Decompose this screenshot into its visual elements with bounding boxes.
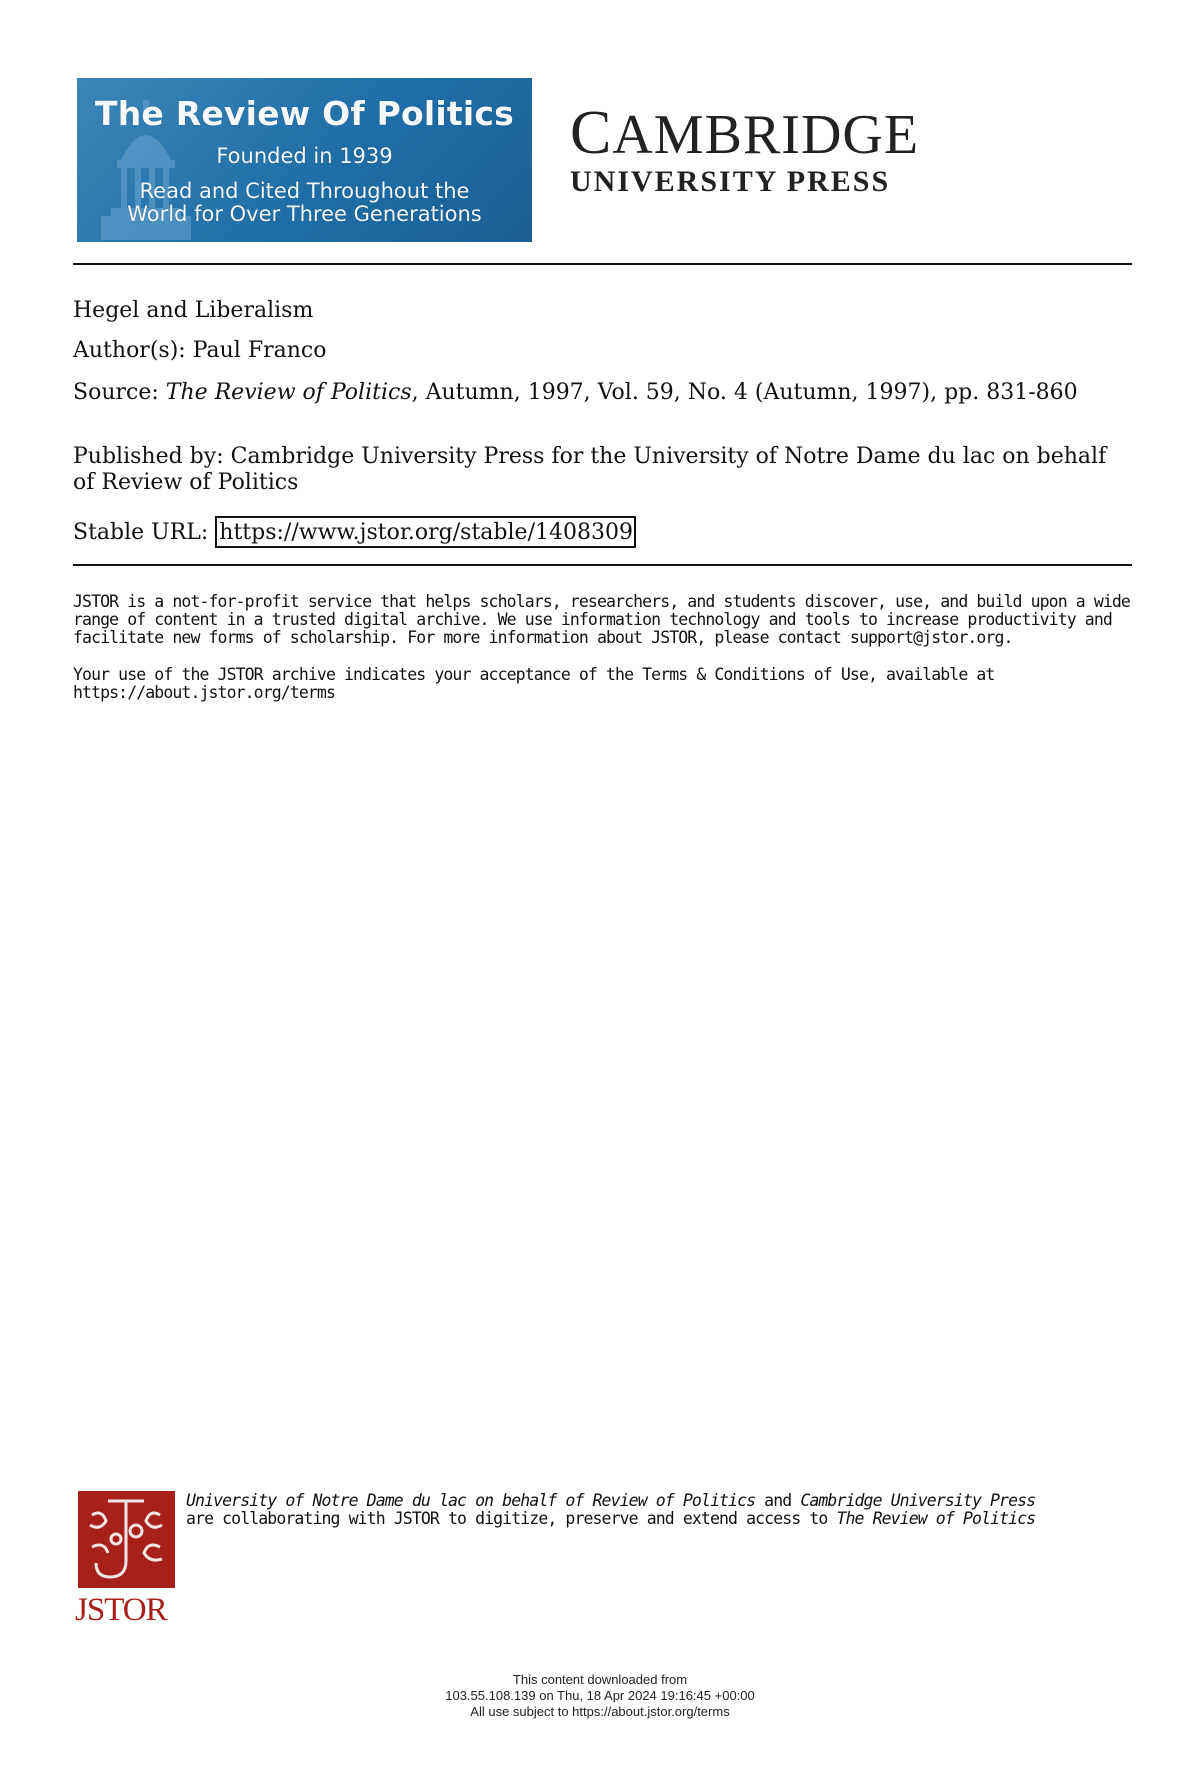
- stable-url-label: Stable URL:: [73, 520, 209, 545]
- collaboration-statement: [186, 1492, 1036, 1528]
- source-journal: The Review of Politics: [165, 380, 412, 405]
- footer-line-2: 103.55.108.139 on Thu, 18 Apr 2024 19:16:45 +00:00: [445, 1688, 755, 1703]
- authors-label: Author(s):: [73, 338, 186, 363]
- stable-url-link[interactable]: https://www.jstor.org/stable/1408309: [215, 516, 636, 548]
- banner-tagline-1: Read and Cited Throughout the: [139, 179, 470, 203]
- collab-journal: The Review of Politics: [836, 1509, 1036, 1528]
- authors-value: Paul Franco: [192, 338, 327, 363]
- published-label: Published by:: [73, 444, 224, 469]
- collab-partner-1: University of Notre Dame du lac on behalf of Review of Politics: [186, 1491, 756, 1510]
- article-title: Hegel and Liberalism: [73, 298, 314, 323]
- footer-line-3: All use subject to https://about.jstor.org/terms: [470, 1704, 730, 1719]
- publisher-logo-line-2: UNIVERSITY PRESS: [570, 165, 891, 198]
- banner-title: The Review Of Politics: [95, 94, 514, 133]
- publisher-logo-line-1: CAMBRIDGE: [570, 99, 920, 167]
- collab-partner-2: Cambridge University Press: [800, 1491, 1036, 1510]
- banner-founded: Founded in 1939: [216, 144, 393, 168]
- top-divider: [73, 263, 1132, 265]
- article-source: [73, 380, 1133, 406]
- article-publisher: [73, 444, 1133, 496]
- article-stable-url: [73, 516, 1133, 548]
- published-value: Cambridge University Press for the University of Notre Dame du lac on behalf of Review of Politics: [73, 444, 1107, 495]
- collab-middle: are collaborating with JSTOR to digitize, preserve and extend access to: [186, 1509, 837, 1528]
- download-footer: [300, 1672, 900, 1720]
- terms-notice: Your use of the JSTOR archive indicates your acceptance of the Terms & Conditions of Use, available at https://about.jstor.org/terms: [73, 665, 995, 702]
- jstor-logo: [75, 1491, 178, 1631]
- banner-tagline-2: World for Over Three Generations: [127, 202, 482, 226]
- footer-line-1: This content downloaded from: [512, 1672, 688, 1687]
- collab-and: and: [755, 1491, 801, 1510]
- source-details: , Autumn, 1997, Vol. 59, No. 4 (Autumn, 1997), pp. 831-860: [411, 380, 1078, 405]
- jstor-about-notice: JSTOR is a not-for-profit service that helps scholars, researchers, and students discover, use, and build upon a wide range of content in a trusted digital archive. We use information technology and tools to increase productivity and facilitate new forms of scholarship. For more information about JSTOR, please contact support@jstor.org.: [73, 592, 1130, 647]
- journal-banner: [77, 78, 532, 242]
- article-authors: [73, 338, 1133, 364]
- source-label: Source:: [73, 380, 159, 405]
- jstor-wordmark: JSTOR: [75, 1592, 167, 1628]
- cambridge-logo: [570, 99, 950, 198]
- middle-divider: [73, 564, 1132, 566]
- jstor-emblem-icon: [78, 1491, 175, 1588]
